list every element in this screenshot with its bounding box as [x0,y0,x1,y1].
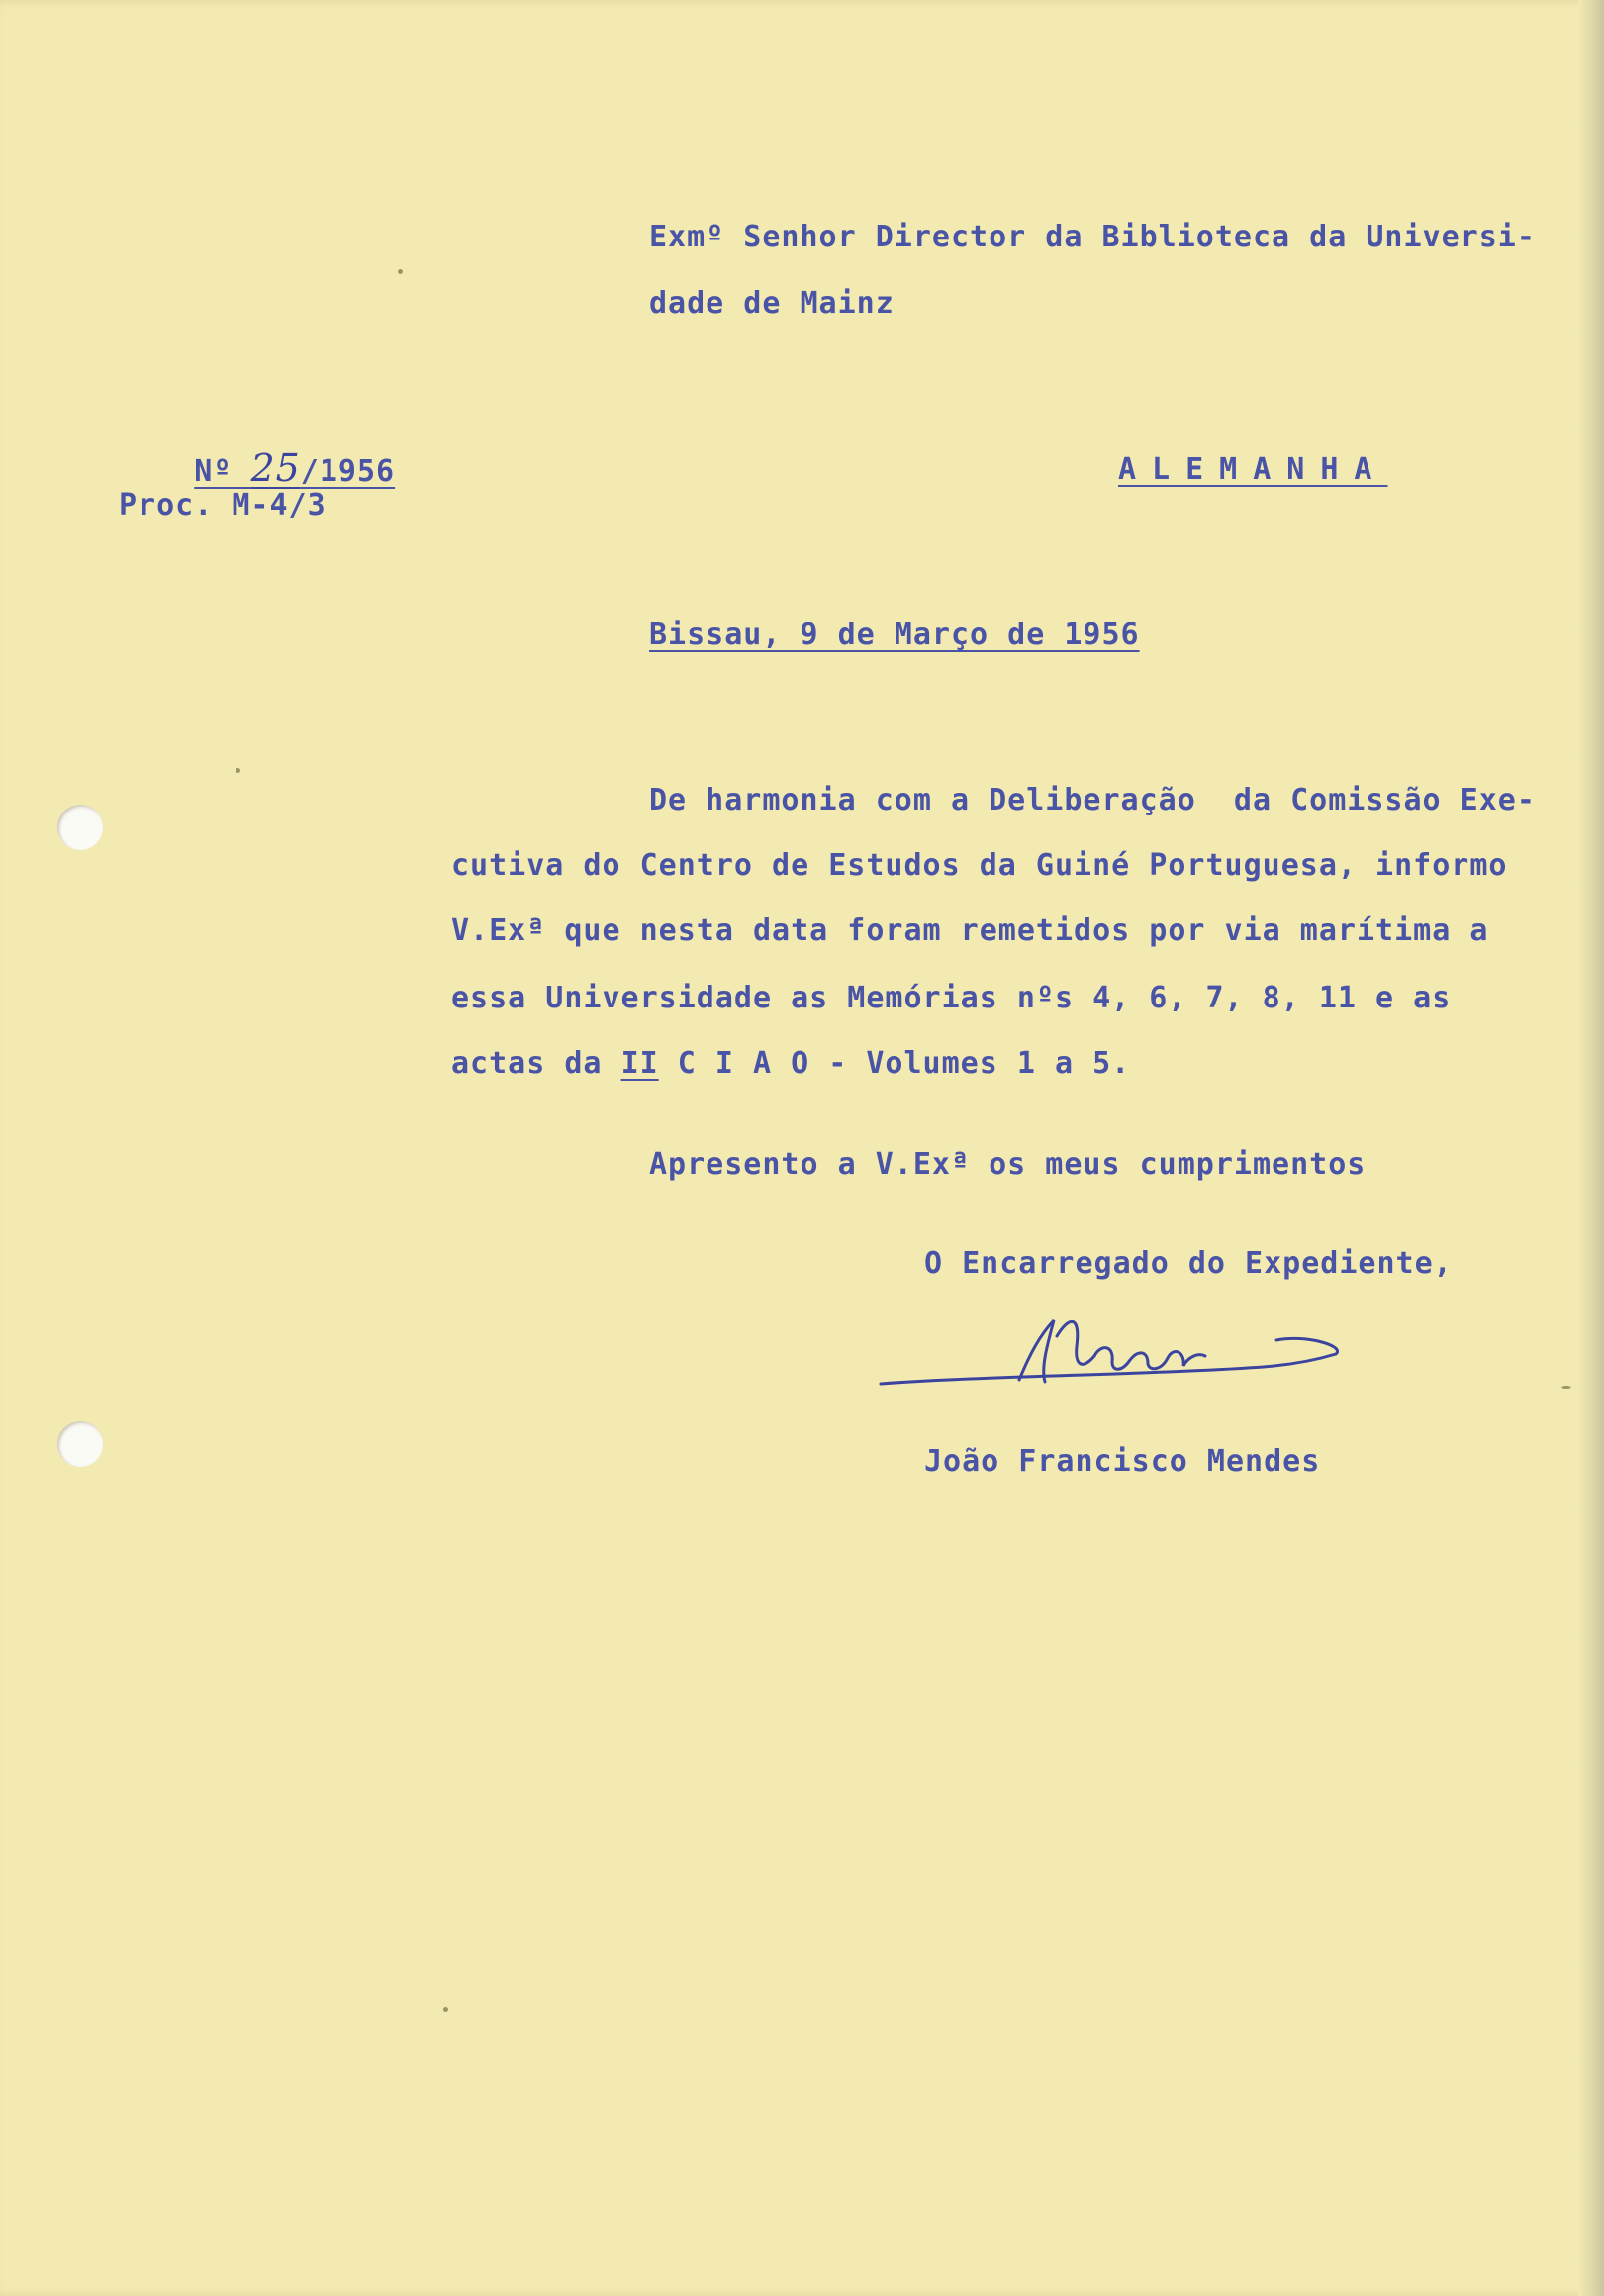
paper-speck [1561,1386,1571,1389]
punch-hole-top [57,805,103,850]
recipient-line-1: Exmº Senhor Director da Biblioteca da Universi- [649,220,1536,254]
process-reference: Proc. M-4/3 [119,488,327,523]
signatory-name: João Francisco Mendes [924,1444,1321,1479]
paper-speck [398,269,403,274]
punch-hole-bottom [57,1421,103,1467]
body-line-2: cutiva do Centro de Estudos da Guiné Portuguesa, informo [451,848,1508,883]
body-roman-numeral: II [620,1046,659,1081]
paper-speck [236,768,240,773]
recipient-line-2: dade de Mainz [649,286,895,321]
body-line-5 [451,1046,1131,1081]
reference-prefix: Nº [194,454,251,489]
country-heading: ALEMANHA [1118,452,1388,487]
body-line-3: V.Exª que nesta data foram remetidos por via marítima a [451,913,1489,948]
paper-edge [1578,0,1604,2296]
signatory-role: O Encarregado do Expediente, [924,1246,1453,1281]
closing-line: Apresento a V.Exª os meus cumprimentos [649,1147,1367,1182]
reference-handwritten-number: 25 [250,446,301,490]
body-line-1: De harmonia com a Deliberação da Comissão Exe- [649,783,1536,817]
paper-speck [443,2007,448,2012]
handwritten-signature [871,1306,1356,1415]
body-line-5-end: C I A O - Volumes 1 a 5. [658,1046,1131,1081]
letter-date: Bissau, 9 de Março de 1956 [649,618,1140,652]
body-line-5-start: actas da [451,1046,621,1081]
reference-year: /1956 [300,454,396,489]
body-line-4: essa Universidade as Memórias nºs 4, 6, 7, 8, 11 e as [451,981,1452,1015]
